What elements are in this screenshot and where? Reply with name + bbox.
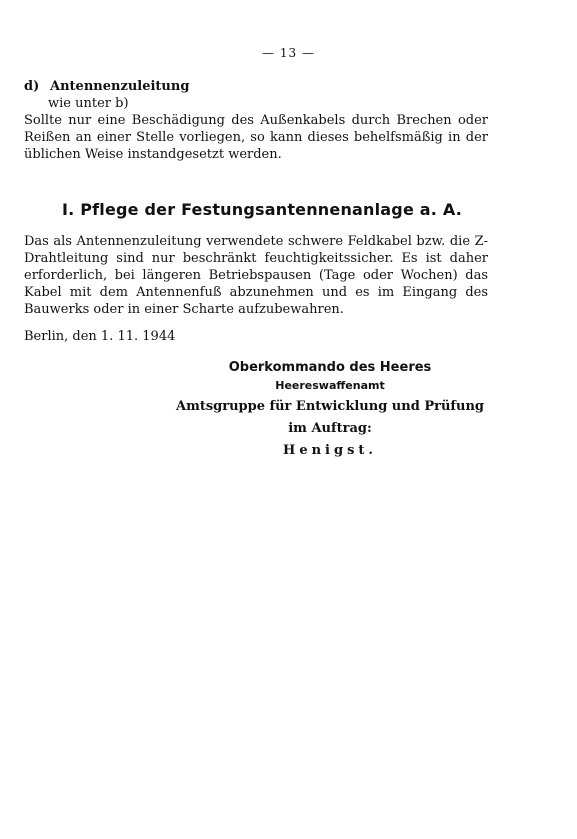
signature-block [150, 359, 510, 460]
section-i-title: I. Pflege der Festungsantennenanlage a. A. [62, 200, 462, 219]
date-line: Berlin, den 1. 11. 1944 [24, 329, 176, 344]
signature-on-behalf: im Auftrag: [288, 421, 372, 436]
section-d-subline: wie unter b) [48, 96, 129, 111]
section-d-heading [24, 78, 488, 95]
section-d-title: Antennenzuleitung [50, 79, 190, 94]
signature-organization: Oberkommando des Heeres [228, 360, 432, 375]
signature-office: Heereswaffenamt [275, 379, 385, 392]
section-d [24, 78, 488, 163]
page-number: — 13 — [262, 46, 315, 60]
section-d-body: Sollte nur eine Beschädigung des Außenkabels durch Brechen oder Reißen an einer Stelle vorliegen, so kann dieses behelfsmäßig in der üblichen Weise instandgesetzt werden. [24, 113, 488, 162]
section-d-label: d) [24, 79, 40, 94]
section-i-body: Das als Antennenzuleitung verwendete schwere Feldkabel bzw. die Z-Drahtleitung sind nur beschränkt feuchtigkeitssicher. Es ist daher erforderlich, bei längeren Betriebspausen (Tage oder Wochen) das Kabel mit dem Antennenfuß abzunehmen und es im Eingang des Bauwerks oder in einer Scharte aufzubewahren. [24, 234, 488, 317]
section-i-body-container [24, 233, 488, 318]
signature-group: Amtsgruppe für Entwicklung und Prüfung [175, 399, 484, 414]
signature-name: Henigst. [283, 443, 377, 458]
